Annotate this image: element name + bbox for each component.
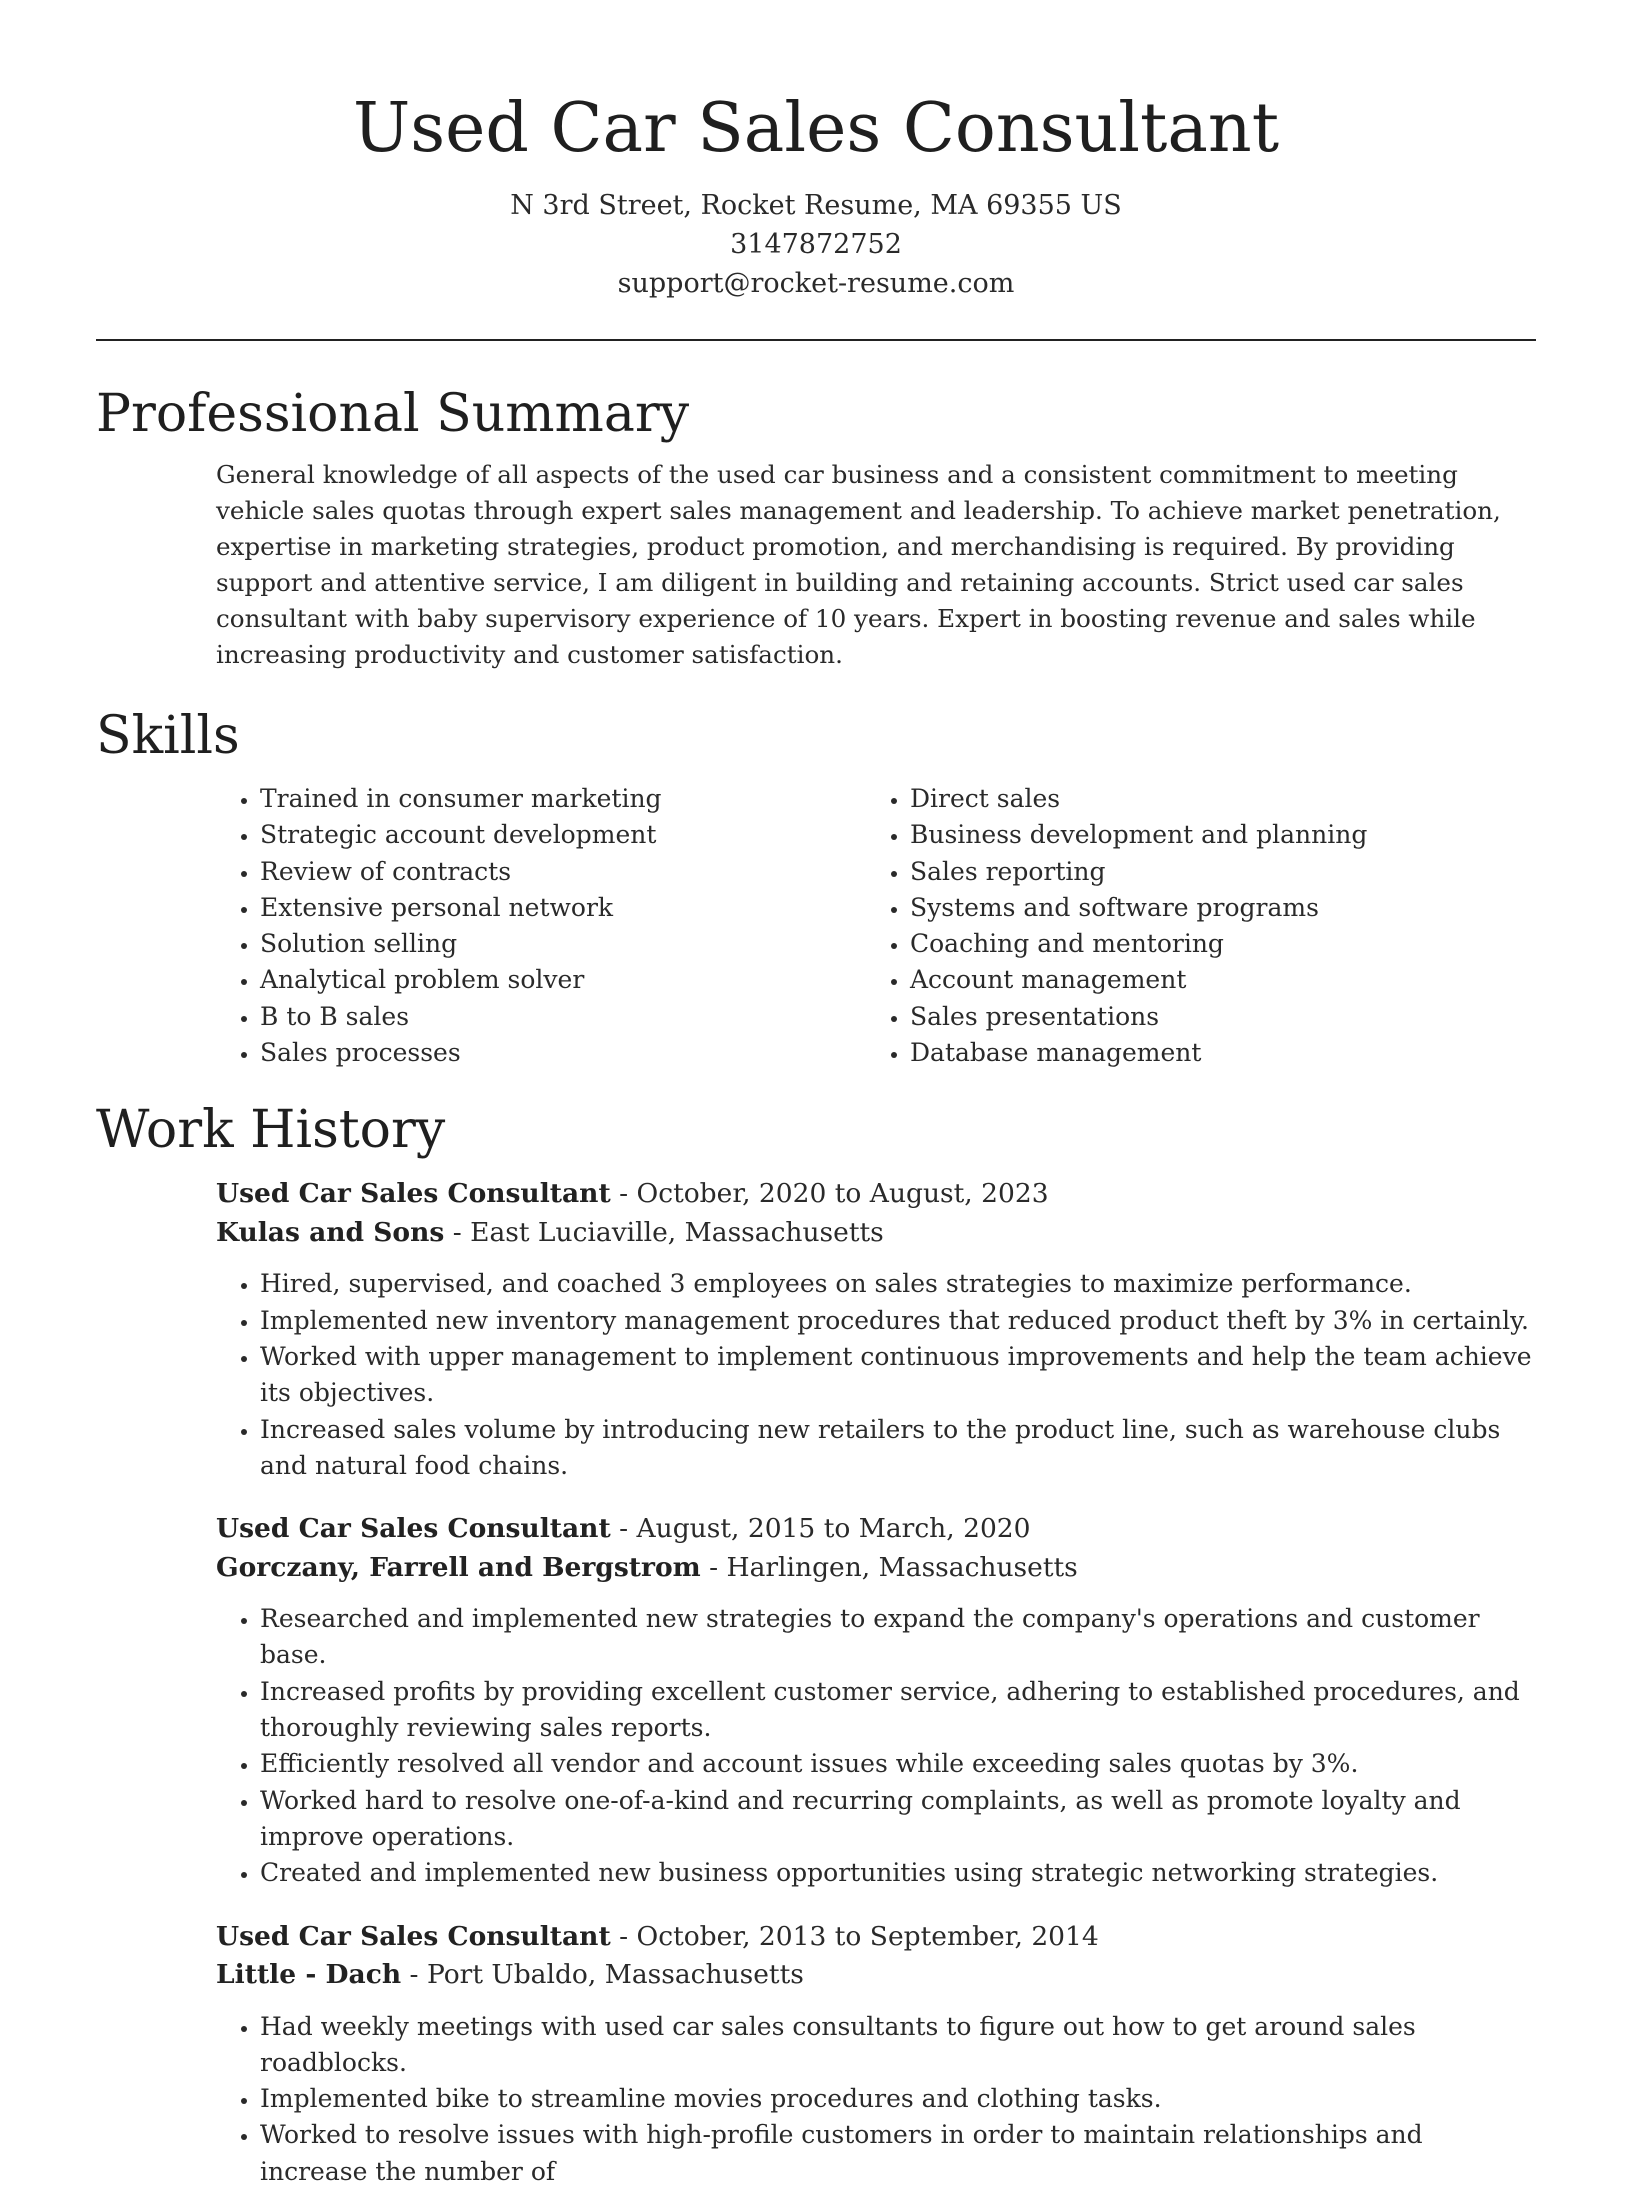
skill-item: • Direct sales bbox=[910, 781, 1516, 817]
work-history-heading: Work History bbox=[96, 1100, 446, 1161]
skill-item: • Sales presentations bbox=[910, 999, 1516, 1035]
job-bullets bbox=[216, 1601, 1536, 1891]
job-bullet: • Created and implemented new business opportunities using strategic networking strategies. bbox=[260, 1855, 1536, 1891]
job-bullet: • Hired, supervised, and coached 3 employees on sales strategies to maximize performance. bbox=[260, 1266, 1536, 1302]
job-title: Used Car Sales Consultant bbox=[216, 1178, 611, 1210]
skill-item: • Analytical problem solver bbox=[260, 962, 866, 998]
job-dates: October, 2020 to August, 2023 bbox=[636, 1178, 1049, 1210]
job-title-line bbox=[216, 1918, 1536, 1957]
skill-item: • Sales processes bbox=[260, 1035, 866, 1071]
job-bullet: • Increased sales volume by introducing new retailers to the product line, such as warehouse clubs and natural food chains. bbox=[260, 1412, 1536, 1485]
job-company-line bbox=[216, 1214, 1536, 1253]
separator: - bbox=[401, 1959, 427, 1991]
skill-item: • Business development and planning bbox=[910, 817, 1516, 853]
job-title-line bbox=[216, 1175, 1536, 1214]
skill-item: • Account management bbox=[910, 962, 1516, 998]
contact-address: N 3rd Street, Rocket Resume, MA 69355 US bbox=[510, 190, 1122, 221]
job-dates: October, 2013 to September, 2014 bbox=[636, 1920, 1099, 1952]
skills-section bbox=[96, 703, 1536, 1071]
skill-item: • Solution selling bbox=[260, 926, 866, 962]
summary-section bbox=[96, 381, 1536, 673]
resume-name: Used Car Sales Consultant bbox=[352, 89, 1280, 168]
contact-phone: 3147872752 bbox=[730, 229, 902, 260]
job-dates: August, 2015 to March, 2020 bbox=[636, 1513, 1031, 1545]
separator: - bbox=[610, 1178, 637, 1210]
skill-item: • Strategic account development bbox=[260, 817, 866, 853]
resume-page bbox=[96, 0, 1536, 2190]
skills-columns bbox=[216, 781, 1536, 1071]
skills-list-left bbox=[216, 781, 866, 1071]
job-bullets bbox=[216, 2009, 1536, 2190]
job-location: East Luciaville, Massachusetts bbox=[470, 1216, 884, 1248]
skill-item: • B to B sales bbox=[260, 999, 866, 1035]
summary-heading: Professional Summary bbox=[96, 384, 690, 444]
skill-item: • Review of contracts bbox=[260, 854, 866, 890]
skill-item: • Systems and software programs bbox=[910, 890, 1516, 926]
summary-text: General knowledge of all aspects of the used car business and a consistent commitment to meeting vehicle sales quotas through expert sales management and leadership. To achieve market penetration, expertise in marketing strategies, product promotion, and merchandising is required. By providing support and attentive service, I am diligent in building and retaining accounts. Strict used car sales consultant with baby supervisory experience of 10 years. Expert in boosting revenue and sales while increasing productivity and customer satisfaction. bbox=[216, 460, 1501, 669]
job-company: Little - Dach bbox=[216, 1959, 402, 1991]
separator: - bbox=[700, 1551, 727, 1583]
job-title-line bbox=[216, 1510, 1536, 1549]
skills-list-right bbox=[866, 781, 1516, 1071]
job-bullet: • Implemented new inventory management procedures that reduced product theft by 3% in certainly. bbox=[260, 1303, 1536, 1339]
job-entry bbox=[216, 1918, 1536, 2190]
job-company-line bbox=[216, 1956, 1536, 1995]
separator: - bbox=[610, 1920, 637, 1952]
job-location: Port Ubaldo, Massachusetts bbox=[426, 1959, 804, 1991]
job-company: Gorczany, Farrell and Bergstrom bbox=[216, 1551, 701, 1583]
contact-email: support@rocket-resume.com bbox=[617, 268, 1015, 299]
job-bullet: • Researched and implemented new strategies to expand the company's operations and customer base. bbox=[260, 1601, 1536, 1674]
header-divider bbox=[96, 339, 1536, 341]
skills-heading: Skills bbox=[96, 706, 240, 766]
skill-item: • Trained in consumer marketing bbox=[260, 781, 866, 817]
skill-item: • Sales reporting bbox=[910, 854, 1516, 890]
job-location: Harlingen, Massachusetts bbox=[726, 1551, 1078, 1583]
skill-item: • Coaching and mentoring bbox=[910, 926, 1516, 962]
skill-item: • Extensive personal network bbox=[260, 890, 866, 926]
separator: - bbox=[444, 1216, 471, 1248]
job-entry bbox=[216, 1175, 1536, 1484]
skill-item: • Database management bbox=[910, 1035, 1516, 1071]
job-bullets bbox=[216, 1266, 1536, 1484]
job-title: Used Car Sales Consultant bbox=[216, 1513, 611, 1545]
job-title: Used Car Sales Consultant bbox=[216, 1920, 611, 1952]
job-entry bbox=[216, 1510, 1536, 1891]
job-bullet: • Had weekly meetings with used car sales consultants to figure out how to get around sales roadblocks. bbox=[260, 2009, 1536, 2082]
work-history-section bbox=[96, 1097, 1536, 2190]
job-bullet: • Efficiently resolved all vendor and account issues while exceeding sales quotas by 3%. bbox=[260, 1746, 1536, 1782]
job-bullet: • Implemented bike to streamline movies procedures and clothing tasks. bbox=[260, 2081, 1536, 2117]
job-company-line bbox=[216, 1549, 1536, 1588]
job-bullet: • Worked hard to resolve one-of-a-kind and recurring complaints, as well as promote loyalty and improve operations. bbox=[260, 1783, 1536, 1856]
separator: - bbox=[610, 1513, 637, 1545]
job-bullet: • Worked to resolve issues with high-profile customers in order to maintain relationships and increase the number of bbox=[260, 2117, 1536, 2190]
job-bullet: • Worked with upper management to implement continuous improvements and help the team achieve its objectives. bbox=[260, 1339, 1536, 1412]
job-company: Kulas and Sons bbox=[216, 1216, 445, 1248]
contact-block bbox=[96, 186, 1536, 303]
job-bullet: • Increased profits by providing excellent customer service, adhering to established procedures, and thoroughly reviewing sales reports. bbox=[260, 1674, 1536, 1747]
